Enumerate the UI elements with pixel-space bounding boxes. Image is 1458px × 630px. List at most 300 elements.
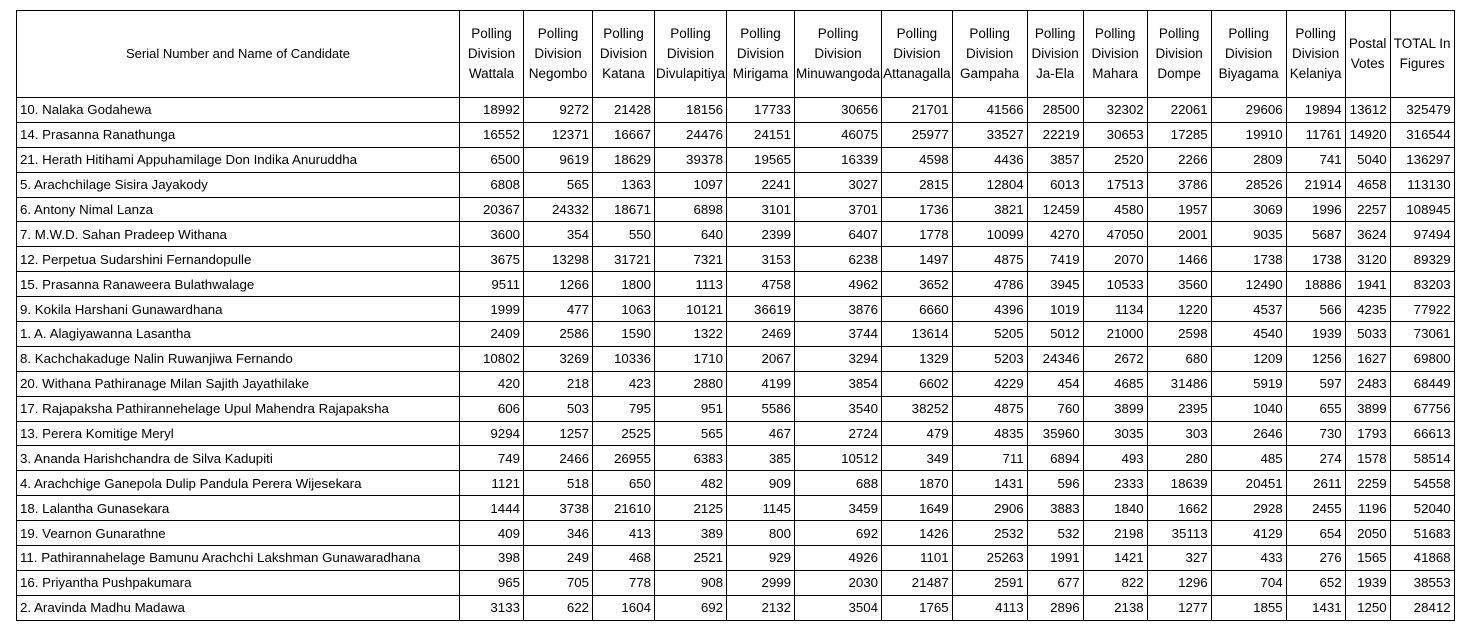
vote-count-cell: 18992 bbox=[460, 98, 524, 123]
vote-count-cell: 1063 bbox=[593, 297, 655, 322]
table-row bbox=[17, 371, 1455, 396]
vote-count-cell: 2611 bbox=[1286, 471, 1345, 496]
vote-count-cell: 1019 bbox=[1027, 297, 1083, 322]
vote-count-cell: 3876 bbox=[795, 297, 882, 322]
vote-count-cell: 3120 bbox=[1345, 247, 1390, 272]
candidate-name-cell: 16. Priyantha Pushpakumara bbox=[17, 570, 460, 595]
vote-count-cell: 3133 bbox=[460, 595, 524, 620]
vote-count-cell: 21701 bbox=[882, 98, 953, 123]
vote-count-cell: 1778 bbox=[882, 222, 953, 247]
vote-count-cell: 3069 bbox=[1211, 197, 1286, 222]
table-row bbox=[17, 421, 1455, 446]
vote-count-cell: 19910 bbox=[1211, 122, 1286, 147]
vote-count-cell: 1421 bbox=[1083, 546, 1147, 571]
vote-count-cell: 1322 bbox=[655, 322, 727, 347]
vote-count-cell: 6500 bbox=[460, 147, 524, 172]
vote-count-cell: 24332 bbox=[524, 197, 593, 222]
vote-count-cell: 22061 bbox=[1147, 98, 1211, 123]
column-header: Polling Division Katana bbox=[593, 11, 655, 98]
vote-count-cell: 83203 bbox=[1390, 272, 1454, 297]
vote-count-cell: 18639 bbox=[1147, 471, 1211, 496]
vote-count-cell: 2880 bbox=[655, 371, 727, 396]
vote-count-cell: 39378 bbox=[655, 147, 727, 172]
vote-count-cell: 677 bbox=[1027, 570, 1083, 595]
vote-count-cell: 3153 bbox=[727, 247, 795, 272]
vote-count-cell: 1121 bbox=[460, 471, 524, 496]
vote-count-cell: 1363 bbox=[593, 172, 655, 197]
vote-count-cell: 1765 bbox=[882, 595, 953, 620]
column-header: Polling Division Minuwangoda bbox=[795, 11, 882, 98]
vote-count-cell: 389 bbox=[655, 521, 727, 546]
vote-count-cell: 965 bbox=[460, 570, 524, 595]
vote-count-cell: 3899 bbox=[1345, 396, 1390, 421]
vote-count-cell: 35960 bbox=[1027, 421, 1083, 446]
vote-count-cell: 692 bbox=[795, 521, 882, 546]
vote-count-cell: 800 bbox=[727, 521, 795, 546]
results-table bbox=[16, 10, 1455, 621]
vote-count-cell: 12459 bbox=[1027, 197, 1083, 222]
vote-count-cell: 2724 bbox=[795, 421, 882, 446]
vote-count-cell: 5586 bbox=[727, 396, 795, 421]
vote-count-cell: 749 bbox=[460, 446, 524, 471]
vote-count-cell: 28500 bbox=[1027, 98, 1083, 123]
vote-count-cell: 25263 bbox=[952, 546, 1027, 571]
vote-count-cell: 4875 bbox=[952, 396, 1027, 421]
vote-count-cell: 2999 bbox=[727, 570, 795, 595]
vote-count-cell: 6407 bbox=[795, 222, 882, 247]
vote-count-cell: 1604 bbox=[593, 595, 655, 620]
vote-count-cell: 9272 bbox=[524, 98, 593, 123]
vote-count-cell: 3504 bbox=[795, 595, 882, 620]
vote-count-cell: 4537 bbox=[1211, 297, 1286, 322]
vote-count-cell: 2906 bbox=[952, 496, 1027, 521]
vote-count-cell: 20451 bbox=[1211, 471, 1286, 496]
vote-count-cell: 1999 bbox=[460, 297, 524, 322]
vote-count-cell: 3459 bbox=[795, 496, 882, 521]
vote-count-cell: 21000 bbox=[1083, 322, 1147, 347]
vote-count-cell: 2257 bbox=[1345, 197, 1390, 222]
vote-count-cell: 2138 bbox=[1083, 595, 1147, 620]
vote-count-cell: 30656 bbox=[795, 98, 882, 123]
table-row bbox=[17, 396, 1455, 421]
column-header: Polling Division Wattala bbox=[460, 11, 524, 98]
vote-count-cell: 4598 bbox=[882, 147, 953, 172]
vote-count-cell: 17285 bbox=[1147, 122, 1211, 147]
vote-count-cell: 67756 bbox=[1390, 396, 1454, 421]
vote-count-cell: 3945 bbox=[1027, 272, 1083, 297]
vote-count-cell: 5919 bbox=[1211, 371, 1286, 396]
table-row bbox=[17, 471, 1455, 496]
vote-count-cell: 17513 bbox=[1083, 172, 1147, 197]
vote-count-cell: 2483 bbox=[1345, 371, 1390, 396]
vote-count-cell: 3652 bbox=[882, 272, 953, 297]
vote-count-cell: 354 bbox=[524, 222, 593, 247]
vote-count-cell: 3899 bbox=[1083, 396, 1147, 421]
column-header: Polling Division Biyagama bbox=[1211, 11, 1286, 98]
vote-count-cell: 5687 bbox=[1286, 222, 1345, 247]
vote-count-cell: 485 bbox=[1211, 446, 1286, 471]
vote-count-cell: 25977 bbox=[882, 122, 953, 147]
vote-count-cell: 10336 bbox=[593, 346, 655, 371]
table-row bbox=[17, 272, 1455, 297]
vote-count-cell: 1444 bbox=[460, 496, 524, 521]
vote-count-cell: 1627 bbox=[1345, 346, 1390, 371]
vote-count-cell: 3269 bbox=[524, 346, 593, 371]
vote-count-cell: 2030 bbox=[795, 570, 882, 595]
vote-count-cell: 1736 bbox=[882, 197, 953, 222]
vote-count-cell: 6013 bbox=[1027, 172, 1083, 197]
vote-count-cell: 1996 bbox=[1286, 197, 1345, 222]
vote-count-cell: 11761 bbox=[1286, 122, 1345, 147]
vote-count-cell: 1738 bbox=[1211, 247, 1286, 272]
vote-count-cell: 3101 bbox=[727, 197, 795, 222]
vote-count-cell: 1991 bbox=[1027, 546, 1083, 571]
vote-count-cell: 2672 bbox=[1083, 346, 1147, 371]
vote-count-cell: 18886 bbox=[1286, 272, 1345, 297]
vote-count-cell: 692 bbox=[655, 595, 727, 620]
candidate-name-cell: 10. Nalaka Godahewa bbox=[17, 98, 460, 123]
vote-count-cell: 31486 bbox=[1147, 371, 1211, 396]
vote-count-cell: 66613 bbox=[1390, 421, 1454, 446]
vote-count-cell: 349 bbox=[882, 446, 953, 471]
vote-count-cell: 2241 bbox=[727, 172, 795, 197]
vote-count-cell: 1855 bbox=[1211, 595, 1286, 620]
vote-count-cell: 2070 bbox=[1083, 247, 1147, 272]
vote-count-cell: 730 bbox=[1286, 421, 1345, 446]
vote-count-cell: 493 bbox=[1083, 446, 1147, 471]
vote-count-cell: 2266 bbox=[1147, 147, 1211, 172]
vote-count-cell: 5205 bbox=[952, 322, 1027, 347]
candidate-name-cell: 7. M.W.D. Sahan Pradeep Withana bbox=[17, 222, 460, 247]
vote-count-cell: 2532 bbox=[952, 521, 1027, 546]
vote-count-cell: 5040 bbox=[1345, 147, 1390, 172]
vote-count-cell: 29606 bbox=[1211, 98, 1286, 123]
vote-count-cell: 1590 bbox=[593, 322, 655, 347]
vote-count-cell: 47050 bbox=[1083, 222, 1147, 247]
candidate-name-cell: 21. Herath Hitihami Appuhamilage Don Indika Anuruddha bbox=[17, 147, 460, 172]
table-row bbox=[17, 122, 1455, 147]
vote-count-cell: 2646 bbox=[1211, 421, 1286, 446]
vote-count-cell: 4875 bbox=[952, 247, 1027, 272]
vote-count-cell: 423 bbox=[593, 371, 655, 396]
table-row bbox=[17, 546, 1455, 571]
vote-count-cell: 704 bbox=[1211, 570, 1286, 595]
vote-count-cell: 24476 bbox=[655, 122, 727, 147]
candidate-name-cell: 4. Arachchige Ganepola Dulip Pandula Perera Wijesekara bbox=[17, 471, 460, 496]
vote-count-cell: 680 bbox=[1147, 346, 1211, 371]
vote-count-cell: 688 bbox=[795, 471, 882, 496]
vote-count-cell: 565 bbox=[655, 421, 727, 446]
candidate-name-cell: 6. Antony Nimal Lanza bbox=[17, 197, 460, 222]
vote-count-cell: 3540 bbox=[795, 396, 882, 421]
column-header: Polling Division Mirigama bbox=[727, 11, 795, 98]
vote-count-cell: 38252 bbox=[882, 396, 953, 421]
table-row bbox=[17, 346, 1455, 371]
vote-count-cell: 1256 bbox=[1286, 346, 1345, 371]
vote-count-cell: 606 bbox=[460, 396, 524, 421]
vote-count-cell: 1257 bbox=[524, 421, 593, 446]
candidate-name-cell: 15. Prasanna Ranaweera Bulathwalage bbox=[17, 272, 460, 297]
candidate-name-cell: 11. Pathirannahelage Bamunu Arachchi Lakshman Gunawaradhana bbox=[17, 546, 460, 571]
vote-count-cell: 6602 bbox=[882, 371, 953, 396]
vote-count-cell: 795 bbox=[593, 396, 655, 421]
candidate-name-cell: 17. Rajapaksha Pathirannehelage Upul Mahendra Rajapaksha bbox=[17, 396, 460, 421]
vote-count-cell: 28526 bbox=[1211, 172, 1286, 197]
vote-count-cell: 1649 bbox=[882, 496, 953, 521]
vote-count-cell: 6383 bbox=[655, 446, 727, 471]
vote-count-cell: 3701 bbox=[795, 197, 882, 222]
vote-count-cell: 28412 bbox=[1390, 595, 1454, 620]
vote-count-cell: 316544 bbox=[1390, 122, 1454, 147]
table-row bbox=[17, 570, 1455, 595]
vote-count-cell: 409 bbox=[460, 521, 524, 546]
vote-count-cell: 1710 bbox=[655, 346, 727, 371]
vote-count-cell: 24346 bbox=[1027, 346, 1083, 371]
vote-count-cell: 420 bbox=[460, 371, 524, 396]
vote-count-cell: 550 bbox=[593, 222, 655, 247]
candidate-name-cell: 1. A. Alagiyawanna Lasantha bbox=[17, 322, 460, 347]
vote-count-cell: 2896 bbox=[1027, 595, 1083, 620]
vote-count-cell: 46075 bbox=[795, 122, 882, 147]
vote-count-cell: 433 bbox=[1211, 546, 1286, 571]
column-header: Polling Division Kelaniya bbox=[1286, 11, 1345, 98]
vote-count-cell: 218 bbox=[524, 371, 593, 396]
vote-count-cell: 41868 bbox=[1390, 546, 1454, 571]
vote-count-cell: 929 bbox=[727, 546, 795, 571]
vote-count-cell: 1939 bbox=[1345, 570, 1390, 595]
table-row bbox=[17, 147, 1455, 172]
vote-count-cell: 2001 bbox=[1147, 222, 1211, 247]
vote-count-cell: 4270 bbox=[1027, 222, 1083, 247]
vote-count-cell: 7419 bbox=[1027, 247, 1083, 272]
vote-count-cell: 21428 bbox=[593, 98, 655, 123]
vote-count-cell: 1250 bbox=[1345, 595, 1390, 620]
name-column-header: Serial Number and Name of Candidate bbox=[17, 11, 460, 98]
vote-count-cell: 38553 bbox=[1390, 570, 1454, 595]
vote-count-cell: 655 bbox=[1286, 396, 1345, 421]
vote-count-cell: 1040 bbox=[1211, 396, 1286, 421]
table-row bbox=[17, 247, 1455, 272]
vote-count-cell: 136297 bbox=[1390, 147, 1454, 172]
vote-count-cell: 16552 bbox=[460, 122, 524, 147]
vote-count-cell: 36619 bbox=[727, 297, 795, 322]
vote-count-cell: 2525 bbox=[593, 421, 655, 446]
table-body bbox=[17, 98, 1455, 621]
vote-count-cell: 325479 bbox=[1390, 98, 1454, 123]
vote-count-cell: 4758 bbox=[727, 272, 795, 297]
vote-count-cell: 4835 bbox=[952, 421, 1027, 446]
candidate-name-cell: 5. Arachchilage Sisira Jayakody bbox=[17, 172, 460, 197]
vote-count-cell: 10121 bbox=[655, 297, 727, 322]
vote-count-cell: 113130 bbox=[1390, 172, 1454, 197]
vote-count-cell: 565 bbox=[524, 172, 593, 197]
vote-count-cell: 280 bbox=[1147, 446, 1211, 471]
vote-count-cell: 654 bbox=[1286, 521, 1345, 546]
vote-count-cell: 35113 bbox=[1147, 521, 1211, 546]
vote-count-cell: 3738 bbox=[524, 496, 593, 521]
vote-count-cell: 26955 bbox=[593, 446, 655, 471]
column-header: Polling Division Ja-Ela bbox=[1027, 11, 1083, 98]
candidate-name-cell: 9. Kokila Harshani Gunawardhana bbox=[17, 297, 460, 322]
vote-count-cell: 274 bbox=[1286, 446, 1345, 471]
vote-count-cell: 1196 bbox=[1345, 496, 1390, 521]
vote-count-cell: 3600 bbox=[460, 222, 524, 247]
vote-count-cell: 1426 bbox=[882, 521, 953, 546]
vote-count-cell: 1957 bbox=[1147, 197, 1211, 222]
vote-count-cell: 596 bbox=[1027, 471, 1083, 496]
vote-count-cell: 276 bbox=[1286, 546, 1345, 571]
vote-count-cell: 3560 bbox=[1147, 272, 1211, 297]
vote-count-cell: 12371 bbox=[524, 122, 593, 147]
vote-count-cell: 1565 bbox=[1345, 546, 1390, 571]
vote-count-cell: 908 bbox=[655, 570, 727, 595]
vote-count-cell: 10533 bbox=[1083, 272, 1147, 297]
column-header: Polling Division Mahara bbox=[1083, 11, 1147, 98]
vote-count-cell: 4113 bbox=[952, 595, 1027, 620]
table-row bbox=[17, 172, 1455, 197]
vote-count-cell: 54558 bbox=[1390, 471, 1454, 496]
vote-count-cell: 52040 bbox=[1390, 496, 1454, 521]
vote-count-cell: 2125 bbox=[655, 496, 727, 521]
vote-count-cell: 7321 bbox=[655, 247, 727, 272]
vote-count-cell: 4685 bbox=[1083, 371, 1147, 396]
vote-count-cell: 1939 bbox=[1286, 322, 1345, 347]
vote-count-cell: 518 bbox=[524, 471, 593, 496]
vote-count-cell: 2455 bbox=[1286, 496, 1345, 521]
vote-count-cell: 69800 bbox=[1390, 346, 1454, 371]
table-row bbox=[17, 521, 1455, 546]
vote-count-cell: 3883 bbox=[1027, 496, 1083, 521]
vote-count-cell: 4129 bbox=[1211, 521, 1286, 546]
vote-count-cell: 1793 bbox=[1345, 421, 1390, 446]
vote-count-cell: 1134 bbox=[1083, 297, 1147, 322]
vote-count-cell: 1840 bbox=[1083, 496, 1147, 521]
vote-count-cell: 31721 bbox=[593, 247, 655, 272]
vote-count-cell: 1578 bbox=[1345, 446, 1390, 471]
column-header: Polling Division Divulapitiya bbox=[655, 11, 727, 98]
vote-count-cell: 18156 bbox=[655, 98, 727, 123]
vote-count-cell: 711 bbox=[952, 446, 1027, 471]
vote-count-cell: 346 bbox=[524, 521, 593, 546]
table-row bbox=[17, 297, 1455, 322]
vote-count-cell: 1329 bbox=[882, 346, 953, 371]
candidate-name-cell: 12. Perpetua Sudarshini Fernandopulle bbox=[17, 247, 460, 272]
candidate-name-cell: 14. Prasanna Ranathunga bbox=[17, 122, 460, 147]
vote-count-cell: 1113 bbox=[655, 272, 727, 297]
vote-count-cell: 532 bbox=[1027, 521, 1083, 546]
vote-count-cell: 2598 bbox=[1147, 322, 1211, 347]
vote-count-cell: 2809 bbox=[1211, 147, 1286, 172]
vote-count-cell: 2395 bbox=[1147, 396, 1211, 421]
vote-count-cell: 479 bbox=[882, 421, 953, 446]
vote-count-cell: 16667 bbox=[593, 122, 655, 147]
vote-count-cell: 327 bbox=[1147, 546, 1211, 571]
vote-count-cell: 9511 bbox=[460, 272, 524, 297]
vote-count-cell: 4786 bbox=[952, 272, 1027, 297]
vote-count-cell: 398 bbox=[460, 546, 524, 571]
header-row bbox=[17, 11, 1455, 98]
column-header: Polling Division Attanagalla bbox=[882, 11, 953, 98]
vote-count-cell: 4580 bbox=[1083, 197, 1147, 222]
vote-count-cell: 2591 bbox=[952, 570, 1027, 595]
vote-count-cell: 705 bbox=[524, 570, 593, 595]
candidate-name-cell: 8. Kachchakaduge Nalin Ruwanjiwa Fernando bbox=[17, 346, 460, 371]
vote-count-cell: 97494 bbox=[1390, 222, 1454, 247]
vote-count-cell: 19565 bbox=[727, 147, 795, 172]
vote-count-cell: 2466 bbox=[524, 446, 593, 471]
vote-count-cell: 5203 bbox=[952, 346, 1027, 371]
vote-count-cell: 2520 bbox=[1083, 147, 1147, 172]
vote-count-cell: 822 bbox=[1083, 570, 1147, 595]
vote-count-cell: 2067 bbox=[727, 346, 795, 371]
vote-count-cell: 13612 bbox=[1345, 98, 1390, 123]
vote-count-cell: 760 bbox=[1027, 396, 1083, 421]
vote-count-cell: 468 bbox=[593, 546, 655, 571]
vote-count-cell: 4199 bbox=[727, 371, 795, 396]
vote-count-cell: 4540 bbox=[1211, 322, 1286, 347]
vote-count-cell: 2259 bbox=[1345, 471, 1390, 496]
vote-count-cell: 385 bbox=[727, 446, 795, 471]
vote-count-cell: 1097 bbox=[655, 172, 727, 197]
column-header: Polling Division Dompe bbox=[1147, 11, 1211, 98]
vote-count-cell: 1662 bbox=[1147, 496, 1211, 521]
vote-count-cell: 77922 bbox=[1390, 297, 1454, 322]
vote-count-cell: 2333 bbox=[1083, 471, 1147, 496]
vote-count-cell: 413 bbox=[593, 521, 655, 546]
candidate-name-cell: 2. Aravinda Madhu Madawa bbox=[17, 595, 460, 620]
table-row bbox=[17, 222, 1455, 247]
vote-count-cell: 1431 bbox=[952, 471, 1027, 496]
vote-count-cell: 951 bbox=[655, 396, 727, 421]
vote-count-cell: 58514 bbox=[1390, 446, 1454, 471]
vote-count-cell: 2198 bbox=[1083, 521, 1147, 546]
vote-count-cell: 3294 bbox=[795, 346, 882, 371]
vote-count-cell: 10512 bbox=[795, 446, 882, 471]
vote-count-cell: 909 bbox=[727, 471, 795, 496]
vote-count-cell: 650 bbox=[593, 471, 655, 496]
vote-count-cell: 1800 bbox=[593, 272, 655, 297]
vote-count-cell: 6808 bbox=[460, 172, 524, 197]
vote-count-cell: 1738 bbox=[1286, 247, 1345, 272]
vote-count-cell: 303 bbox=[1147, 421, 1211, 446]
vote-count-cell: 12490 bbox=[1211, 272, 1286, 297]
vote-count-cell: 2132 bbox=[727, 595, 795, 620]
vote-count-cell: 9294 bbox=[460, 421, 524, 446]
candidate-name-cell: 3. Ananda Harishchandra de Silva Kadupiti bbox=[17, 446, 460, 471]
vote-count-cell: 2469 bbox=[727, 322, 795, 347]
vote-count-cell: 6660 bbox=[882, 297, 953, 322]
vote-count-cell: 4658 bbox=[1345, 172, 1390, 197]
vote-count-cell: 6894 bbox=[1027, 446, 1083, 471]
vote-count-cell: 741 bbox=[1286, 147, 1345, 172]
vote-count-cell: 41566 bbox=[952, 98, 1027, 123]
vote-count-cell: 1941 bbox=[1345, 272, 1390, 297]
candidate-name-cell: 19. Vearnon Gunarathne bbox=[17, 521, 460, 546]
vote-count-cell: 18671 bbox=[593, 197, 655, 222]
vote-count-cell: 454 bbox=[1027, 371, 1083, 396]
vote-count-cell: 2399 bbox=[727, 222, 795, 247]
vote-count-cell: 14920 bbox=[1345, 122, 1390, 147]
vote-count-cell: 1431 bbox=[1286, 595, 1345, 620]
vote-count-cell: 4396 bbox=[952, 297, 1027, 322]
vote-count-cell: 13614 bbox=[882, 322, 953, 347]
vote-count-cell: 3857 bbox=[1027, 147, 1083, 172]
vote-count-cell: 1209 bbox=[1211, 346, 1286, 371]
vote-count-cell: 20367 bbox=[460, 197, 524, 222]
vote-count-cell: 249 bbox=[524, 546, 593, 571]
vote-count-cell: 1497 bbox=[882, 247, 953, 272]
candidate-name-cell: 13. Perera Komitige Meryl bbox=[17, 421, 460, 446]
